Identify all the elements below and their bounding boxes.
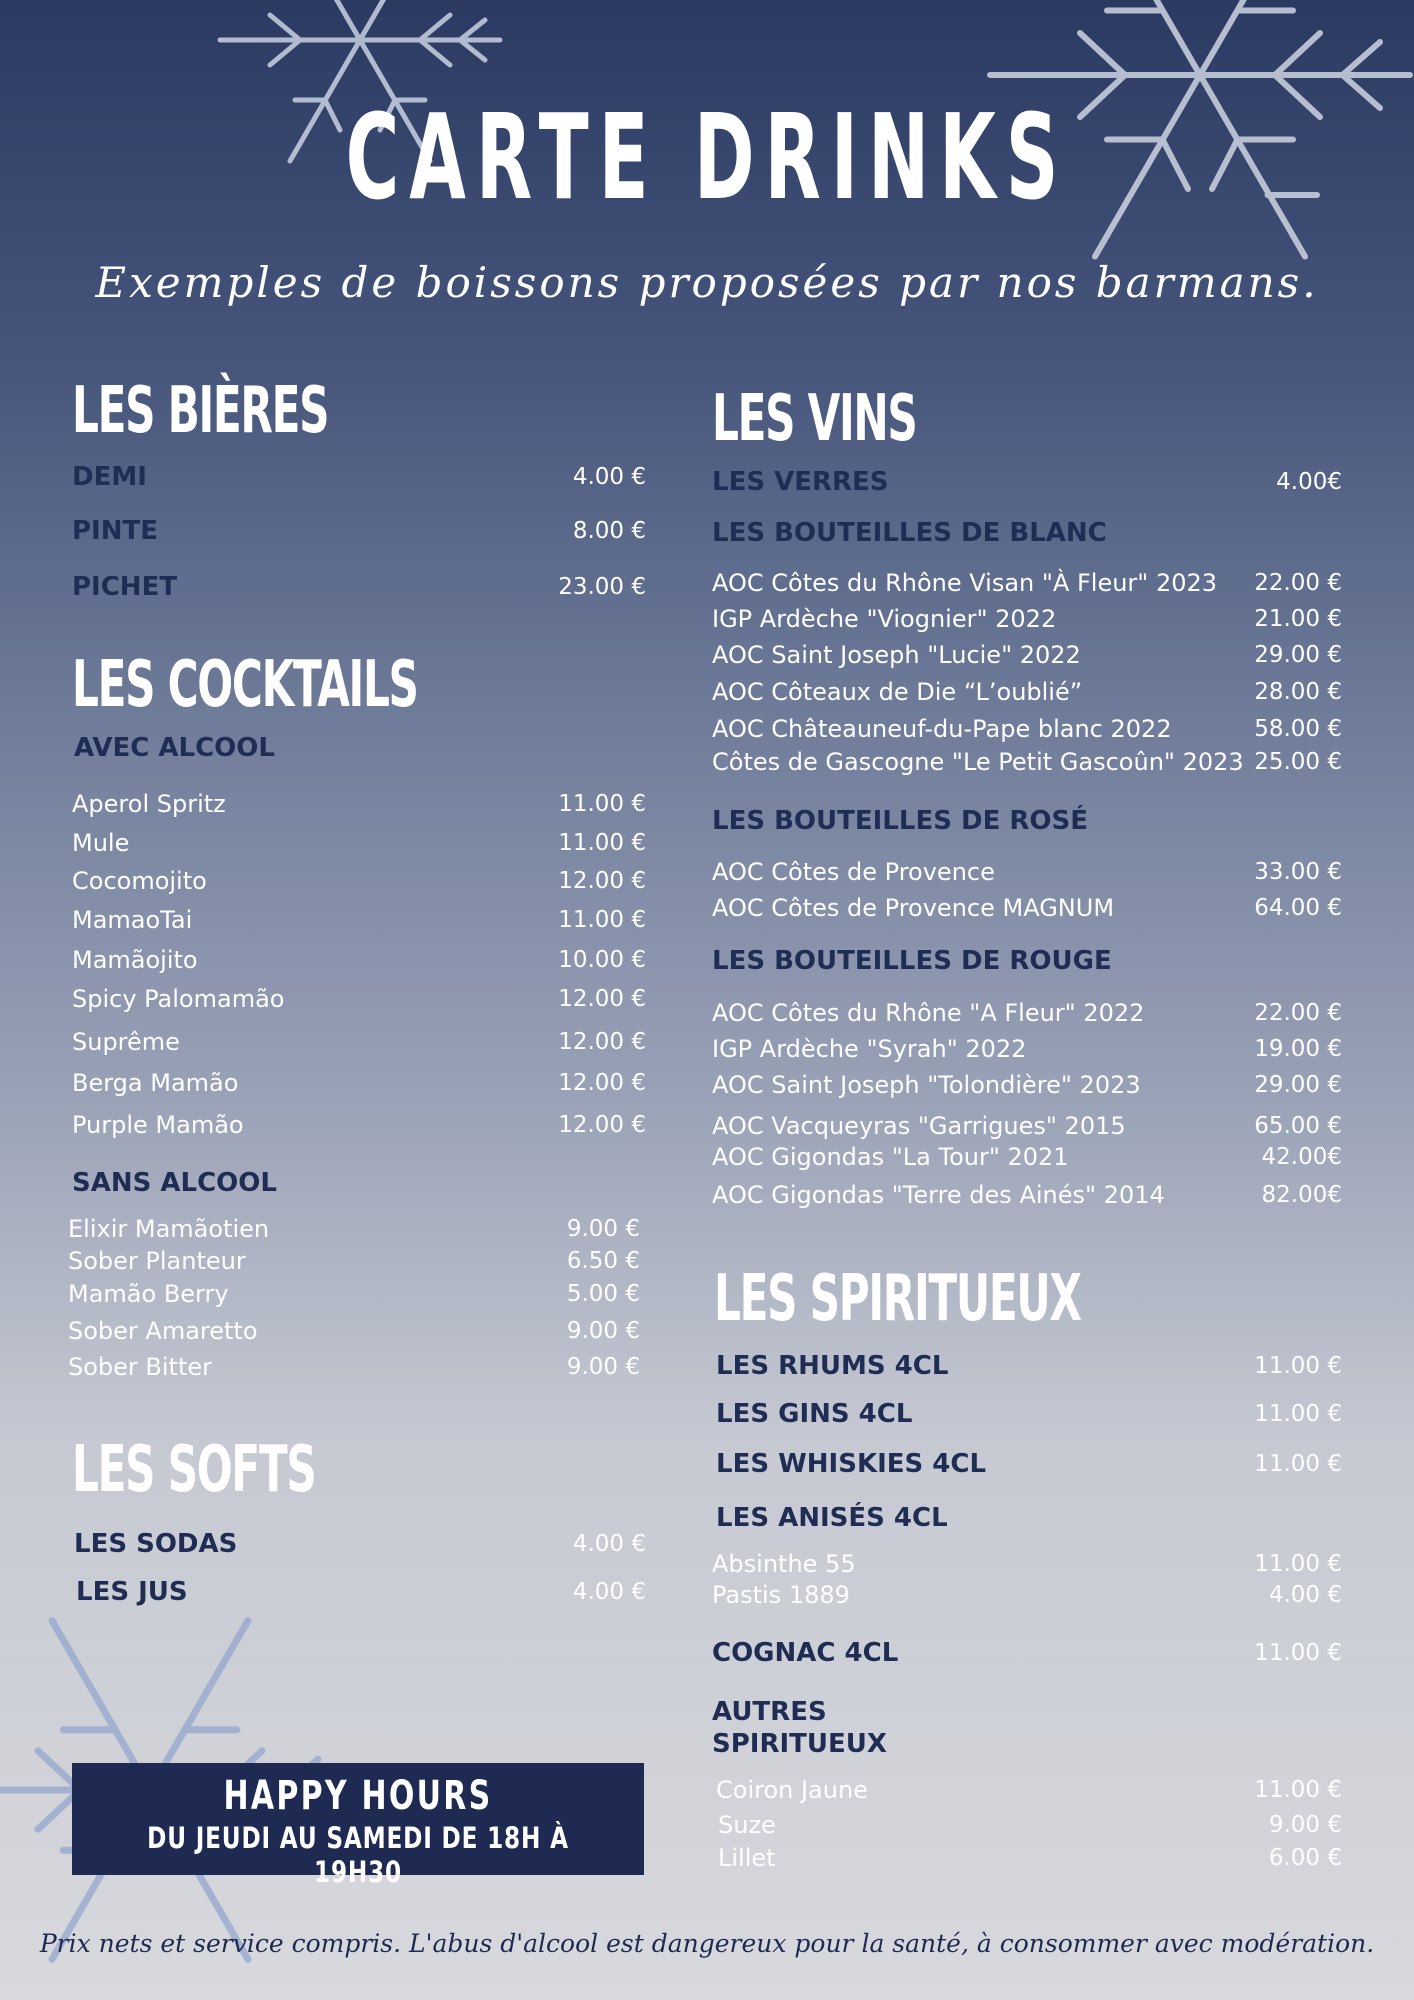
item-name: MamaoTai bbox=[72, 906, 193, 934]
item-price: 11.00 € bbox=[1254, 1401, 1342, 1427]
item-name: AOC Saint Joseph "Lucie" 2022 bbox=[712, 641, 1081, 669]
item-price: 23.00 € bbox=[558, 574, 646, 600]
happy-hours-banner bbox=[72, 1763, 644, 1889]
menu-item bbox=[74, 1527, 646, 1561]
item-name: AOC Côtes de Provence bbox=[712, 858, 995, 886]
item-name: LES WHISKIES 4CL bbox=[716, 1449, 987, 1479]
item-price: 5.00 € bbox=[566, 1281, 640, 1307]
menu-item bbox=[712, 1140, 1342, 1174]
menu-item bbox=[72, 982, 646, 1016]
item-name: Coiron Jaune bbox=[716, 1776, 868, 1804]
item-price: 19.00 € bbox=[1254, 1036, 1342, 1062]
menu-item bbox=[68, 1277, 640, 1311]
item-name: Elixir Mamãotien bbox=[68, 1215, 270, 1243]
menu-item bbox=[72, 1025, 646, 1059]
menu-item bbox=[712, 1578, 1342, 1612]
menu-item bbox=[712, 1178, 1342, 1212]
menu-item bbox=[72, 864, 646, 898]
item-price: 29.00 € bbox=[1254, 1072, 1342, 1098]
section-title-bieres: LES BIÈRES bbox=[72, 374, 329, 448]
menu-item bbox=[72, 787, 646, 821]
item-name: Suprême bbox=[72, 1028, 180, 1056]
menu-item bbox=[712, 745, 1342, 779]
item-name: LES VERRES bbox=[712, 467, 889, 497]
menu-item bbox=[712, 566, 1342, 600]
item-name: Mamãojito bbox=[72, 946, 198, 974]
item-price: 6.00 € bbox=[1268, 1845, 1342, 1871]
page-subtitle: Exemples de boissons proposées par nos barmans. bbox=[95, 258, 1319, 307]
item-price: 11.00 € bbox=[1254, 1777, 1342, 1803]
menu-item bbox=[68, 1314, 640, 1348]
item-name: Absinthe 55 bbox=[712, 1550, 856, 1578]
item-price: 11.00 € bbox=[1254, 1551, 1342, 1577]
item-price: 64.00 € bbox=[1254, 895, 1342, 921]
item-name: Spicy Palomamão bbox=[72, 985, 285, 1013]
item-name: LES JUS bbox=[76, 1577, 188, 1607]
item-name: AOC Gigondas "Terre des Ainés" 2014 bbox=[712, 1181, 1165, 1209]
item-price: 11.00 € bbox=[558, 830, 646, 856]
item-name: Suze bbox=[718, 1811, 776, 1839]
subsection-title: LES ANISÉS 4CL bbox=[716, 1503, 948, 1533]
menu-item bbox=[72, 514, 646, 548]
menu-item bbox=[72, 826, 646, 860]
item-price: 4.00€ bbox=[1276, 469, 1342, 495]
item-price: 25.00 € bbox=[1254, 749, 1342, 775]
page-title: CARTE DRINKS bbox=[345, 88, 1069, 226]
item-price: 11.00 € bbox=[558, 791, 646, 817]
item-price: 22.00 € bbox=[1254, 570, 1342, 596]
subsection-title: LES BOUTEILLES DE ROSÉ bbox=[712, 806, 1088, 836]
item-price: 4.00 € bbox=[572, 464, 646, 490]
menu-item bbox=[68, 1350, 640, 1384]
item-price: 9.00 € bbox=[1268, 1812, 1342, 1838]
item-price: 65.00 € bbox=[1254, 1113, 1342, 1139]
menu-item bbox=[712, 1547, 1342, 1581]
menu-item bbox=[712, 1032, 1342, 1066]
section-title-softs: LES SOFTS bbox=[72, 1433, 316, 1507]
item-price: 21.00 € bbox=[1254, 606, 1342, 632]
item-price: 28.00 € bbox=[1254, 679, 1342, 705]
section-title-vins: LES VINS bbox=[712, 382, 917, 456]
item-price: 12.00 € bbox=[558, 1029, 646, 1055]
item-name: Cocomojito bbox=[72, 867, 207, 895]
item-name: AOC Côtes de Provence MAGNUM bbox=[712, 894, 1115, 922]
section-title-spiritueux: LES SPIRITUEUX bbox=[714, 1262, 1081, 1336]
item-price: 9.00 € bbox=[566, 1318, 640, 1344]
menu-item bbox=[68, 1212, 640, 1246]
happy-hours-schedule: DU JEUDI AU SAMEDI DE 18H À 19H30 bbox=[147, 1821, 569, 1889]
subsection-title: SANS ALCOOL bbox=[72, 1168, 277, 1198]
item-price: 42.00€ bbox=[1261, 1144, 1342, 1170]
item-name: Sober Planteur bbox=[68, 1247, 246, 1275]
item-price: 4.00 € bbox=[1268, 1582, 1342, 1608]
item-price: 8.00 € bbox=[572, 518, 646, 544]
item-name: Mule bbox=[72, 829, 130, 857]
item-name: Sober Bitter bbox=[68, 1353, 212, 1381]
menu-item bbox=[72, 903, 646, 937]
menu-item bbox=[712, 1109, 1342, 1143]
item-price: 10.00 € bbox=[558, 947, 646, 973]
item-price: 6.50 € bbox=[566, 1248, 640, 1274]
item-name: AOC Châteauneuf-du-Pape blanc 2022 bbox=[712, 715, 1172, 743]
menu-item bbox=[712, 675, 1342, 709]
menu-item bbox=[72, 1066, 646, 1100]
item-name: LES SODAS bbox=[74, 1529, 238, 1559]
item-name: AOC Vacqueyras "Garrigues" 2015 bbox=[712, 1112, 1126, 1140]
item-name: AOC Gigondas "La Tour" 2021 bbox=[712, 1143, 1069, 1171]
menu-item bbox=[712, 1636, 1342, 1670]
item-price: 11.00 € bbox=[1254, 1353, 1342, 1379]
item-name: LES GINS 4CL bbox=[716, 1399, 913, 1429]
item-price: 12.00 € bbox=[558, 1112, 646, 1138]
subsection-title: AUTRES bbox=[712, 1697, 827, 1727]
menu-item bbox=[716, 1773, 1342, 1807]
menu-item bbox=[76, 1575, 646, 1609]
subsection-title: LES BOUTEILLES DE ROUGE bbox=[712, 946, 1112, 976]
subsection-title: AVEC ALCOOL bbox=[74, 733, 275, 763]
item-name: LES RHUMS 4CL bbox=[716, 1351, 949, 1381]
menu-item bbox=[716, 1397, 1342, 1431]
menu-item bbox=[712, 996, 1342, 1030]
happy-hours-title: HAPPY HOURS bbox=[223, 1773, 493, 1819]
menu-item bbox=[712, 638, 1342, 672]
menu-item bbox=[72, 570, 646, 604]
subsection-title: SPIRITUEUX bbox=[712, 1729, 887, 1759]
item-name: AOC Côtes du Rhône Visan "À Fleur" 2023 bbox=[712, 569, 1218, 597]
footer-disclaimer: Prix nets et service compris. L'abus d'alcool est dangereux pour la santé, à consommer avec modération. bbox=[39, 1929, 1375, 1958]
item-price: 11.00 € bbox=[1254, 1451, 1342, 1477]
menu-item bbox=[712, 891, 1342, 925]
section-title-cocktails: LES COCKTAILS bbox=[72, 648, 418, 722]
item-name: DEMI bbox=[72, 462, 147, 492]
item-name: Côtes de Gascogne "Le Petit Gascoûn" 2023 bbox=[712, 748, 1244, 776]
menu-item bbox=[72, 460, 646, 494]
menu-item bbox=[718, 1808, 1342, 1842]
item-price: 12.00 € bbox=[558, 986, 646, 1012]
item-price: 12.00 € bbox=[558, 1070, 646, 1096]
item-name: PINTE bbox=[72, 516, 158, 546]
item-name: IGP Ardèche "Viognier" 2022 bbox=[712, 605, 1057, 633]
item-name: Purple Mamão bbox=[72, 1111, 244, 1139]
item-price: 58.00 € bbox=[1254, 716, 1342, 742]
item-price: 11.00 € bbox=[558, 907, 646, 933]
menu-item bbox=[712, 1068, 1342, 1102]
item-name: IGP Ardèche "Syrah" 2022 bbox=[712, 1035, 1027, 1063]
menu-item bbox=[712, 465, 1342, 499]
item-name: Lillet bbox=[718, 1844, 776, 1872]
item-name: Sober Amaretto bbox=[68, 1317, 258, 1345]
item-name: COGNAC 4CL bbox=[712, 1638, 899, 1668]
menu-item bbox=[68, 1244, 640, 1278]
item-price: 33.00 € bbox=[1254, 859, 1342, 885]
item-name: AOC Côtes du Rhône "A Fleur" 2022 bbox=[712, 999, 1145, 1027]
item-price: 82.00€ bbox=[1261, 1182, 1342, 1208]
item-price: 11.00 € bbox=[1254, 1640, 1342, 1666]
menu-item bbox=[72, 1108, 646, 1142]
item-name: AOC Saint Joseph "Tolondière" 2023 bbox=[712, 1071, 1141, 1099]
item-price: 9.00 € bbox=[566, 1354, 640, 1380]
item-name: AOC Côteaux de Die “L’oublié” bbox=[712, 678, 1083, 706]
item-name: Pastis 1889 bbox=[712, 1581, 850, 1609]
menu-item bbox=[716, 1349, 1342, 1383]
item-price: 12.00 € bbox=[558, 868, 646, 894]
item-name: Mamão Berry bbox=[68, 1280, 229, 1308]
menu-item bbox=[712, 855, 1342, 889]
menu-item bbox=[712, 602, 1342, 636]
item-name: Aperol Spritz bbox=[72, 790, 226, 818]
subsection-title: LES BOUTEILLES DE BLANC bbox=[712, 518, 1107, 548]
item-name: PICHET bbox=[72, 572, 178, 602]
item-name: Berga Mamão bbox=[72, 1069, 239, 1097]
menu-item bbox=[716, 1447, 1342, 1481]
item-price: 4.00 € bbox=[572, 1579, 646, 1605]
item-price: 4.00 € bbox=[572, 1531, 646, 1557]
item-price: 9.00 € bbox=[566, 1216, 640, 1242]
menu-item bbox=[72, 943, 646, 977]
item-price: 29.00 € bbox=[1254, 642, 1342, 668]
item-price: 22.00 € bbox=[1254, 1000, 1342, 1026]
menu-item bbox=[712, 712, 1342, 746]
menu-item bbox=[718, 1841, 1342, 1875]
